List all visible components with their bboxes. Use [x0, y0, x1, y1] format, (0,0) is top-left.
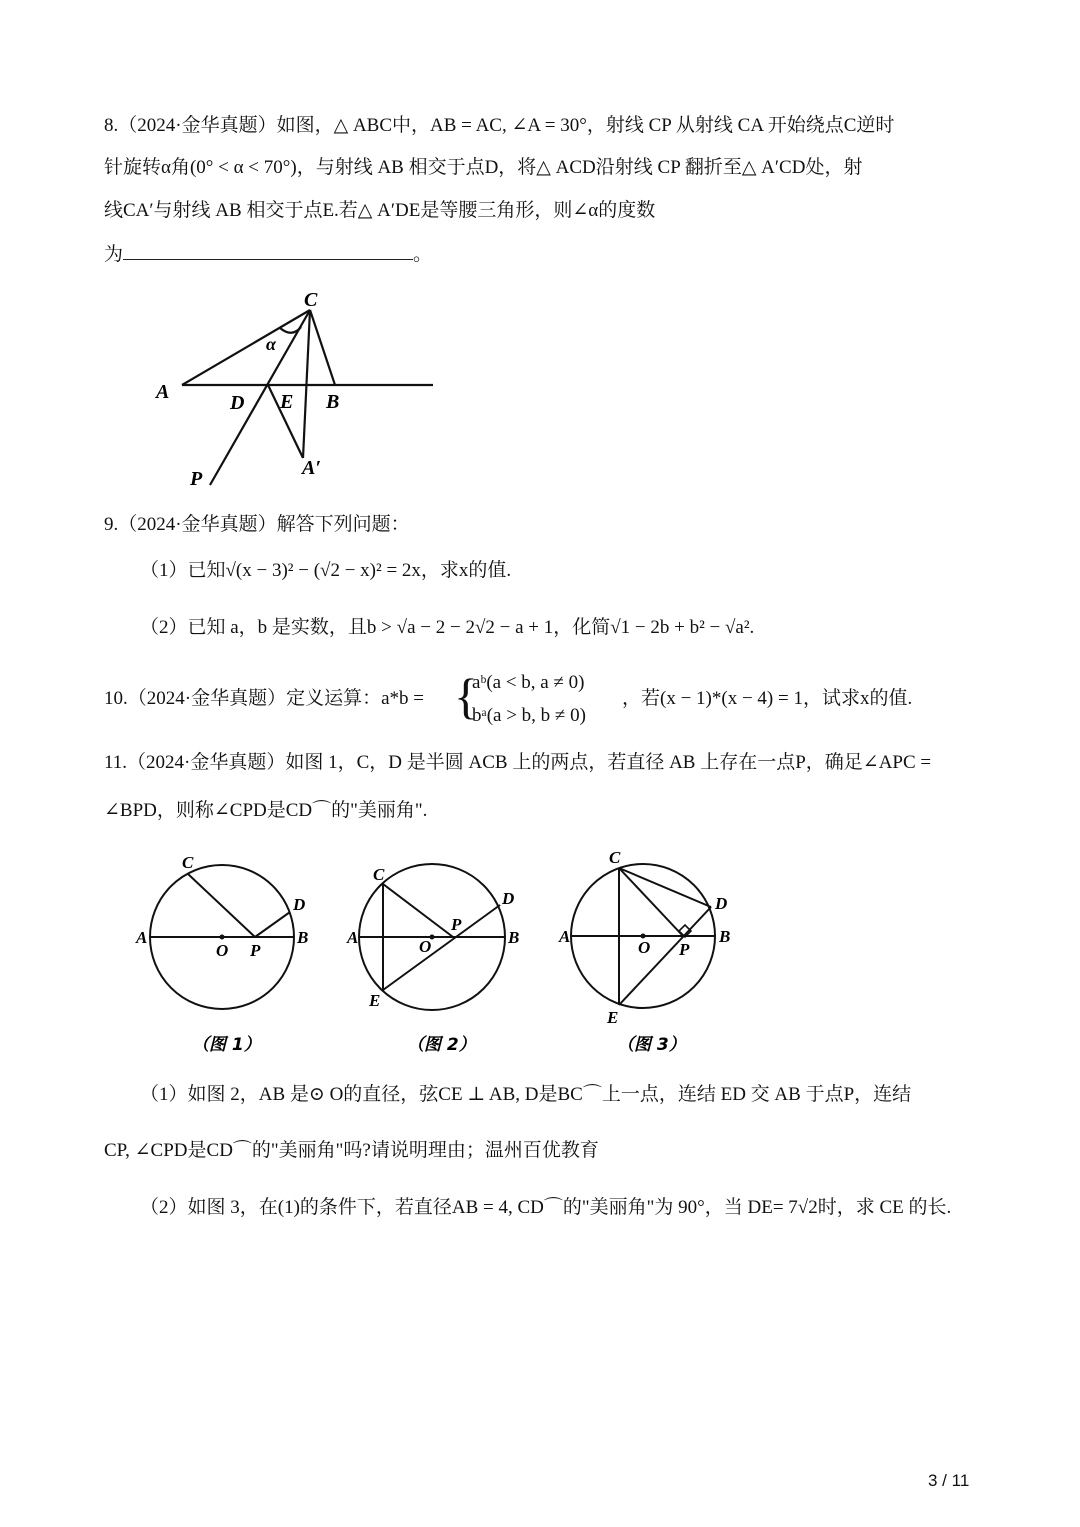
label-a-prime: A′: [302, 457, 321, 479]
label-c: C: [304, 289, 318, 311]
q11-line-1: 11.（2024·金华真题）如图 1，C，D 是半圆 ACB 上的两点，若直径 AB 上存在一点P，确足∠APC =: [104, 752, 932, 773]
label-alpha: α: [266, 334, 276, 354]
q10-case-1: aᵇ(a < b, a ≠ 0): [472, 672, 585, 693]
fig1-label-p: P: [250, 941, 261, 960]
q8-answer-suffix: 。: [413, 244, 433, 265]
fig2-label-e: E: [369, 991, 381, 1010]
q8-figure: [120, 280, 450, 495]
fig1-label-d: D: [293, 895, 306, 914]
q10-brace: {: [454, 668, 478, 724]
fig1-caption: （图 1）: [192, 1035, 261, 1055]
fig1-segment-cp: [188, 874, 255, 937]
q8-answer-blank: [123, 241, 413, 260]
q8-line-1: 8.（2024·金华真题）如图，△ ABC中，AB = AC, ∠A = 30°，射线 CP 从射线 CA 开始绕点C逆时: [104, 115, 895, 136]
q8-line-3: 线CA′与射线 AB 相交于点E.若△ A′DE是等腰三角形，则∠α的度数: [104, 200, 656, 221]
label-b: B: [326, 391, 340, 413]
fig1-center-dot: [220, 935, 225, 940]
label-e: E: [280, 391, 294, 413]
q9-part-2: （2）已知 a，b 是实数，且b > √a − 2 − 2√2 − a + 1，化简√1 − 2b + b² − √a².: [140, 617, 755, 638]
fig1-label-c: C: [182, 853, 194, 872]
fig2-label-c: C: [373, 865, 385, 884]
q10-case-2: bᵃ(a > b, b ≠ 0): [472, 705, 586, 726]
fig3-label-b: B: [719, 927, 731, 946]
q8-answer-prefix: 为: [104, 244, 124, 265]
q9-part-1: （1）已知√(x − 3)² − (√2 − x)² = 2x，求x的值.: [140, 560, 512, 581]
fig1-segment-pd: [255, 912, 290, 937]
figure-2: [345, 850, 545, 1060]
q11-line-2: ∠BPD，则称∠CPD是CD⌒的"美丽角".: [104, 800, 428, 821]
fig1-label-b: B: [297, 928, 309, 947]
fig3-label-a: A: [559, 927, 571, 946]
fig2-label-d: D: [502, 889, 515, 908]
fig2-caption: （图 2）: [407, 1035, 476, 1055]
label-p: P: [190, 468, 203, 490]
label-d: D: [230, 392, 245, 414]
figure-3: [555, 845, 755, 1060]
q10-prefix: 10.（2024·金华真题）定义运算：a*b =: [104, 688, 424, 709]
fig3-segment-ed: [619, 907, 711, 1005]
fig3-label-c: C: [609, 848, 621, 867]
label-a: A: [156, 381, 170, 403]
q11-part-1-line-1: （1）如图 2，AB 是⊙ O的直径，弦CE ⊥ AB, D是BC⌒上一点，连结 ED 交 AB 于点P，连结: [140, 1084, 912, 1105]
q8-answer-line: [104, 241, 432, 268]
fig2-label-o: O: [419, 937, 432, 956]
q11-part-2: （2）如图 3，在(1)的条件下，若直径AB = 4, CD⌒的"美丽角"为 90°，当 DE= 7√2时，求 CE 的长.: [140, 1197, 952, 1218]
segment-cb: [310, 310, 335, 385]
q11-part-1-line-2: CP, ∠CPD是CD⌒的"美丽角"吗?请说明理由；温州百优教育: [104, 1140, 599, 1161]
fig2-label-b: B: [508, 928, 520, 947]
fig2-segment-cp: [383, 884, 453, 937]
fig1-label-o: O: [216, 941, 229, 960]
page-number: 3 / 11: [928, 1471, 970, 1490]
fig3-label-p: P: [679, 940, 690, 959]
fig2-label-a: A: [347, 928, 359, 947]
fig3-label-d: D: [715, 894, 728, 913]
q10-suffix: ，若(x − 1)*(x − 4) = 1，试求x的值.: [622, 688, 913, 709]
fig3-segment-cp: [619, 868, 683, 936]
fig3-label-o: O: [638, 938, 651, 957]
ray-cp: [210, 310, 310, 485]
fig2-segment-ed: [383, 905, 500, 990]
segment-ac: [182, 310, 310, 385]
fig1-label-a: A: [136, 928, 148, 947]
fig3-label-e: E: [607, 1008, 619, 1027]
q9-title: 9.（2024·金华真题）解答下列问题：: [104, 514, 410, 535]
fig3-caption: （图 3）: [617, 1035, 686, 1055]
q8-line-2: 针旋转α角(0° < α < 70°)，与射线 AB 相交于点D，将△ ACD沿射线 CP 翻折至△ A′CD处，射: [104, 157, 863, 178]
fig2-label-p: P: [451, 915, 462, 934]
figure-1: [130, 850, 330, 1060]
